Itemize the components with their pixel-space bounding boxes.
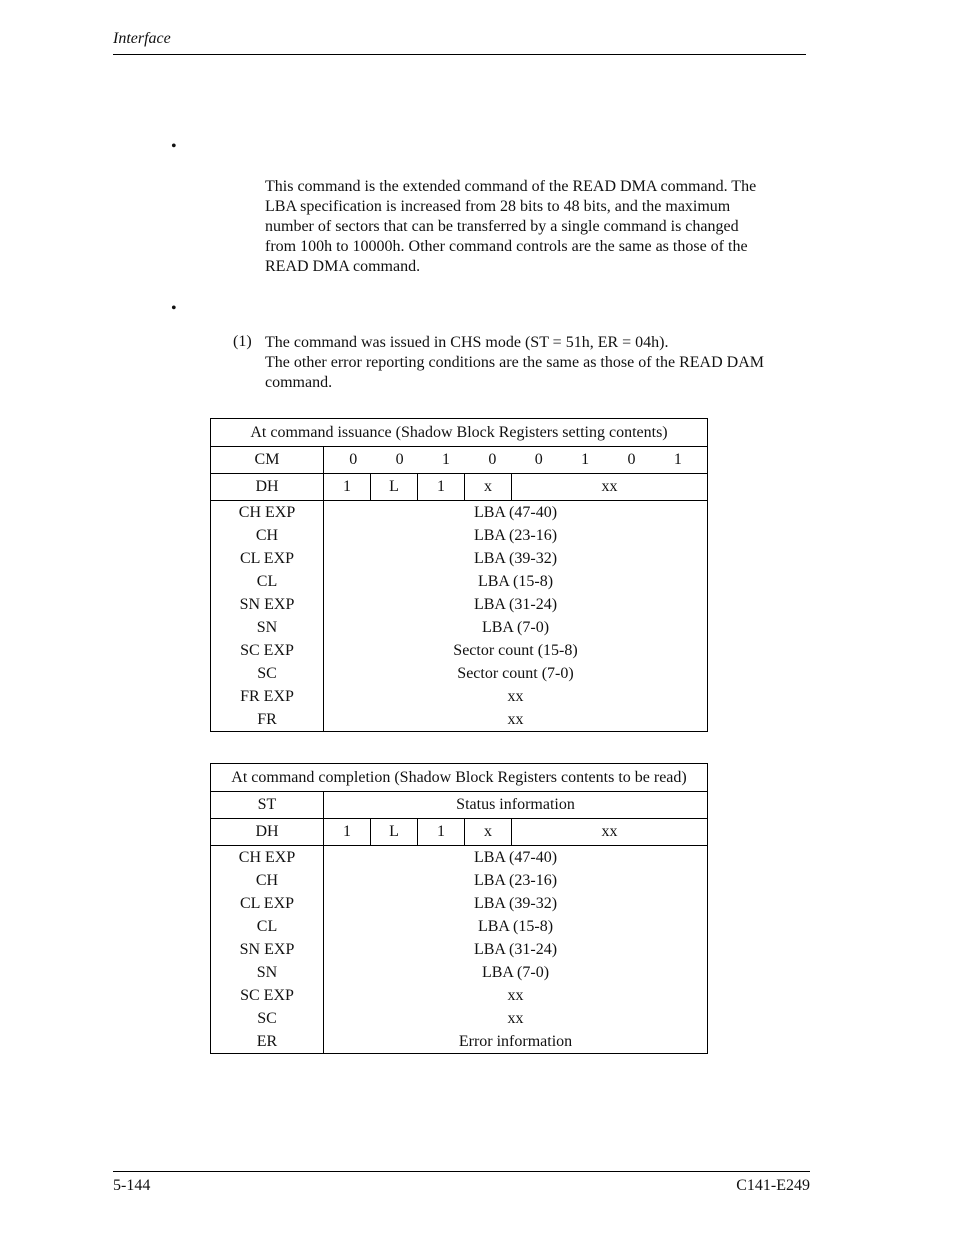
cm-bit: 0: [534, 451, 543, 468]
issuance-register-values: [324, 501, 708, 732]
completion-register-values: [324, 846, 708, 1054]
register-label: SC EXP: [240, 642, 294, 659]
register-value: LBA (15-8): [477, 918, 554, 935]
register-label: CH: [255, 872, 279, 889]
register-label: CH EXP: [238, 849, 296, 866]
register-label: CL: [256, 573, 278, 590]
register-value: Error information: [458, 1033, 573, 1050]
register-value: Sector count (7-0): [457, 665, 574, 682]
register-label: SC: [257, 665, 277, 682]
register-value: xx: [507, 711, 524, 728]
dh-cell: 1: [418, 474, 465, 500]
register-value: LBA (39-32): [473, 550, 558, 567]
register-value: xx: [507, 987, 524, 1004]
register-value: LBA (15-8): [477, 573, 554, 590]
issuance-table-title: At command issuance (Shadow Block Registers setting contents): [211, 419, 708, 447]
cm-bit: 0: [627, 451, 636, 468]
dh-cell: 1: [324, 474, 371, 500]
bullet-error-reporting: •: [171, 300, 177, 317]
register-label: CL EXP: [239, 895, 295, 912]
register-value: LBA (23-16): [473, 527, 558, 544]
dh-cells: [324, 819, 708, 846]
register-label: ER: [256, 1033, 278, 1050]
register-value: xx: [507, 1010, 524, 1027]
dh-cell: x: [465, 819, 512, 845]
issuance-register-labels: [211, 501, 324, 732]
register-value: LBA (39-32): [473, 895, 558, 912]
register-label: CH: [255, 527, 279, 544]
error-item-number: (1): [233, 333, 252, 350]
dh-cell: x: [465, 474, 512, 500]
dh-cell: L: [371, 474, 418, 500]
register-label: CL: [256, 918, 278, 935]
dh-cell: L: [371, 819, 418, 845]
dh-cells: [324, 474, 708, 501]
issuance-register-table: [210, 418, 708, 732]
description-line: This command is the extended command of the READ DMA command. The: [265, 178, 757, 195]
error-line: The other error reporting conditions are the same as those of the READ DAM: [265, 354, 764, 371]
dh-cell: xx: [601, 823, 618, 840]
description-paragraph: [265, 177, 810, 277]
register-value: LBA (31-24): [473, 596, 558, 613]
error-paragraph: [265, 333, 810, 393]
cm-bit: 1: [441, 451, 450, 468]
register-label: FR: [257, 711, 277, 728]
register-value: Sector count (15-8): [453, 642, 578, 659]
register-label: FR EXP: [240, 688, 294, 705]
error-line: command.: [265, 374, 333, 391]
header-title: Interface: [113, 30, 171, 47]
error-line: The command was issued in CHS mode (ST = 51h, ER = 04h).: [265, 334, 669, 351]
register-value: LBA (23-16): [473, 872, 558, 889]
cm-bit: 0: [395, 451, 404, 468]
st-label: ST: [211, 792, 324, 819]
bullet-description: •: [171, 138, 177, 155]
register-value: LBA (47-40): [473, 504, 558, 521]
dh-cell: xx: [601, 478, 618, 495]
description-line: from 100h to 10000h. Other command controls are the same as those of the: [265, 238, 748, 255]
dh-cell: 1: [324, 819, 371, 845]
register-label: SN EXP: [239, 596, 295, 613]
cm-bit: 0: [488, 451, 497, 468]
cm-bits: [324, 447, 708, 474]
dh-cell: 1: [418, 819, 465, 845]
completion-register-table: [210, 763, 708, 1054]
register-value: LBA (7-0): [481, 619, 550, 636]
register-value: LBA (31-24): [473, 941, 558, 958]
description-line: LBA specification is increased from 28 bits to 48 bits, and the maximum: [265, 198, 731, 215]
st-value: Status information: [324, 792, 708, 819]
register-label: SN EXP: [239, 941, 295, 958]
cm-bit: 1: [673, 451, 682, 468]
page-number: 5-144: [113, 1177, 151, 1194]
description-line: READ DMA command.: [265, 258, 421, 275]
dh-label: DH: [211, 474, 324, 501]
completion-table-title: At command completion (Shadow Block Registers contents to be read): [211, 764, 708, 792]
completion-register-labels: [211, 846, 324, 1054]
document-id: C141-E249: [736, 1177, 810, 1194]
register-label: CL EXP: [239, 550, 295, 567]
cm-bit: 0: [349, 451, 358, 468]
register-label: SN: [256, 619, 278, 636]
register-label: CH EXP: [238, 504, 296, 521]
register-label: SC: [257, 1010, 277, 1027]
cm-bit: 1: [581, 451, 590, 468]
register-label: SN: [256, 964, 278, 981]
page-footer: [113, 1171, 810, 1194]
description-line: number of sectors that can be transferred by a single command is changed: [265, 218, 739, 235]
register-label: SC EXP: [240, 987, 294, 1004]
register-value: LBA (7-0): [481, 964, 550, 981]
register-value: xx: [507, 688, 524, 705]
dh-label: DH: [211, 819, 324, 846]
register-value: LBA (47-40): [473, 849, 558, 866]
page-header: [113, 30, 806, 55]
cm-label: CM: [211, 447, 324, 474]
